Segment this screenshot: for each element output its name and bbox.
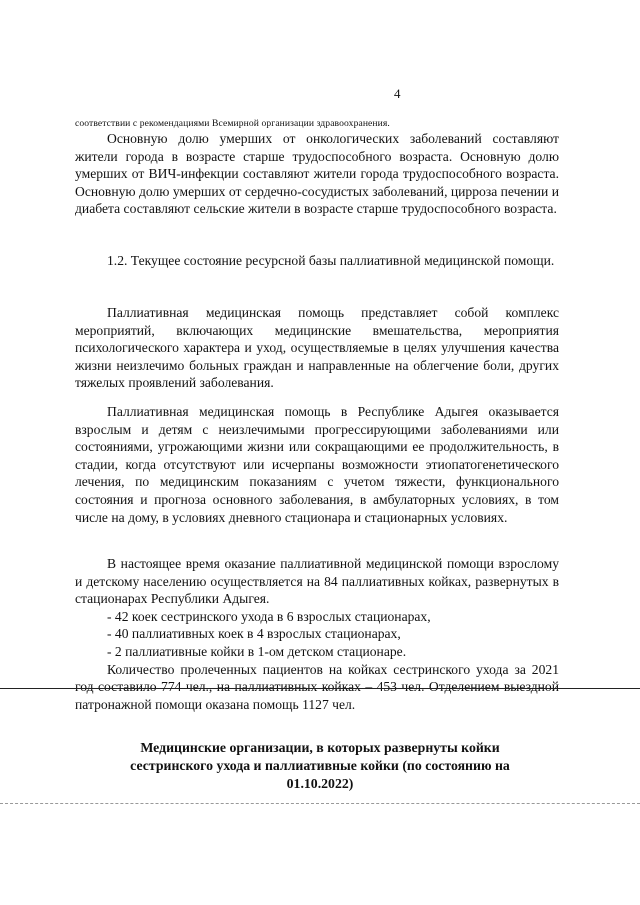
paragraph-text: Основную долю умерших от онкологических заболеваний составляют жители города в возрасте старше трудоспособного возраста. Основную долю умерших от ВИЧ-инфекции составляют жители города трудоспособного возраста. Основную долю умерших от сердечно-сосудистых заболеваний, цирроза печении и диабета составляют сельские жители в возрасте старше трудоспособного возраста. [75,131,559,217]
paragraph-text: Количество пролеченных пациентов на койках сестринского ухода за 2021 год составило 774 чел., на паллиативных койках – 453 чел. Отделением выездной патронажной помощи оказана помощь 1127 чел. [75,661,559,712]
paragraph-provision [75,403,559,526]
page-separator-line [0,688,640,689]
list-item: - 42 коек сестринского ухода в 6 взрослых стационарах, [107,608,431,624]
list-item: - 40 паллиативных коек в 4 взрослых стационарах, [107,626,401,642]
table-heading: Медицинские организации, в которых развернуты койки сестринского ухода и паллиативные койки (по состоянию на 01.10.2022) [130,740,510,791]
page-break-dashed-line [0,803,640,804]
continued-text-fragment: соответствии с рекомендациями Всемирной организации здравоохранения. [75,118,390,129]
paragraph-text: Паллиативная медицинская помощь представляет собой комплекс мероприятий, включающих медицинские вмешательства, мероприятия психологического характера и уход, осуществляемые в целях улучшения качества жизни неизлечимо больных граждан и направленные на облегчение боли, других тяжелых проявлений заболевания. [75,305,559,391]
paragraph-text: Паллиативная медицинская помощь в Республике Адыгея оказывается взрослым и детям с неизлечимыми прогрессирующими заболеваниями или состояниями, угрожающими жизни или сокращающими ее продолжительность, в стадии, когда отсутствуют или исчерпаны возможности этиопатогенетического лечения, по медицинским показаниям с учетом тяжести, функционального состояния и прогноза основного заболевания, в амбулаторных условиях, в том числе на дому, в условиях дневного стационара и стационарных условиях. [75,404,559,525]
section-heading-block [75,252,559,270]
paragraph-text: В настоящее время оказание паллиативной медицинской помощи взрослому и детскому населению осуществляется на 84 паллиативных койках, развернутых в стационарах Республики Адыгея. [75,556,559,607]
paragraph-mortality [75,130,559,218]
list-item: - 2 паллиативные койки в 1-ом детском стационаре. [107,643,407,659]
section-heading: 1.2. Текущее состояние ресурсной базы паллиативной медицинской помощи. [107,253,555,268]
page-number: 4 [394,86,401,101]
paragraph-beds [75,555,559,713]
paragraph-definition [75,304,559,392]
